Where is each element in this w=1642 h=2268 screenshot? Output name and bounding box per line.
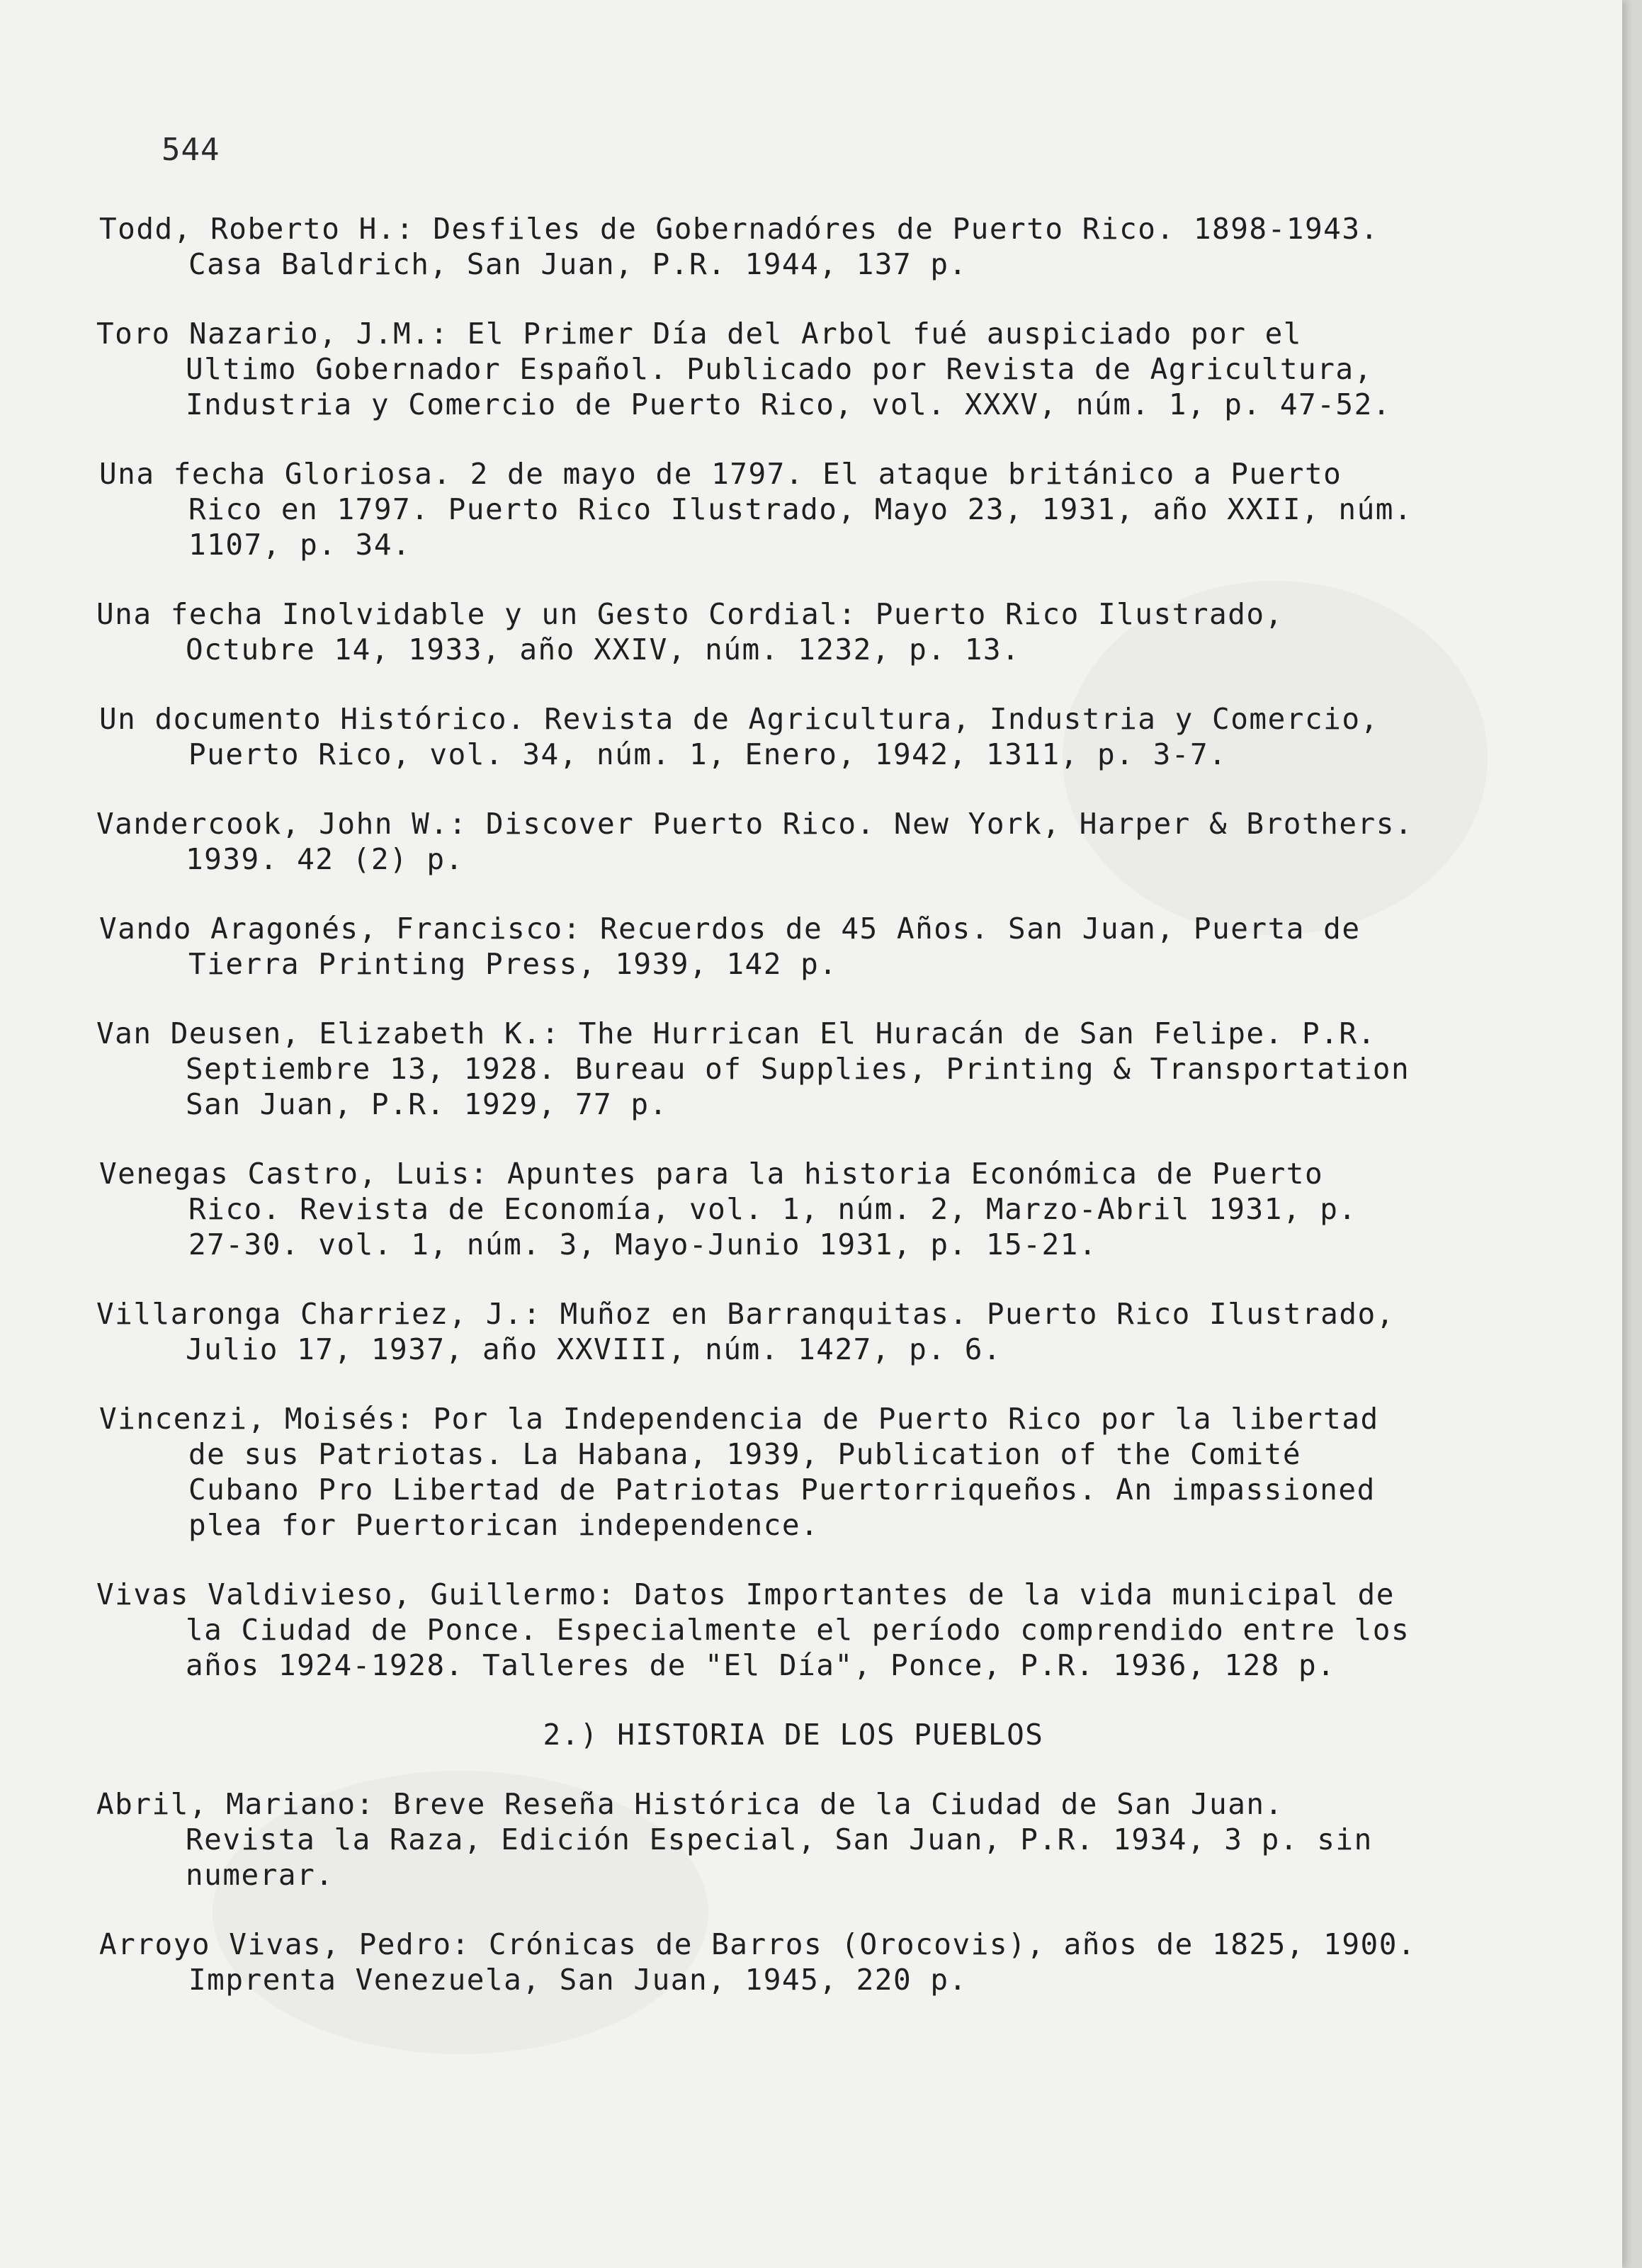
bibliography-entry: Villaronga Charriez, J.: Muñoz en Barranquitas. Puerto Rico Ilustrado, Julio 17, 1937, año XXVIII, núm. 1427, p. 6. [96,1297,1395,1366]
bibliography-entry: Van Deusen, Elizabeth K.: The Hurrican El Huracán de San Felipe. P.R. Septiembre 13, 1928. Bureau of Supplies, Printing & Transportation San Juan, P.R. 1929, 77 p. [96,1016,1410,1121]
bibliography-entry: Abril, Mariano: Breve Reseña Histórica de la Ciudad de San Juan. Revista la Raza, Edición Especial, San Juan, P.R. 1934, 3 p. sin numerar. [96,1787,1373,1892]
bibliography-list [96,211,1431,2031]
bibliography-entry: Vincenzi, Moisés: Por la Independencia de Puerto Rico por la libertad de sus Patriotas. La Habana, 1939, Publication of the Comité Cubano Pro Libertad de Patriotas Puertorriqueños. An impassioned plea for Puertorican independence. [99,1402,1379,1542]
bibliography-entry: Todd, Roberto H.: Desfiles de Gobernadóres de Puerto Rico. 1898-1943. Casa Baldrich, San Juan, P.R. 1944, 137 p. [99,212,1379,281]
bibliography-entry: Un documento Histórico. Revista de Agricultura, Industria y Comercio, Puerto Rico, vol. 34, núm. 1, Enero, 1942, 1311, p. 3-7. [99,702,1379,771]
bibliography-entry: Vando Aragonés, Francisco: Recuerdos de 45 Años. San Juan, Puerta de Tierra Printing Press, 1939, 142 p. [99,912,1361,981]
bibliography-entry: Venegas Castro, Luis: Apuntes para la historia Económica de Puerto Rico. Revista de Economía, vol. 1, núm. 2, Marzo-Abril 1931, p. 27-30. vol. 1, núm. 3, Mayo-Junio 1931, p. 15-21. [99,1157,1357,1261]
section-heading: 2.) HISTORIA DE LOS PUEBLOS [543,1718,1044,1752]
bibliography-entry: Vandercook, John W.: Discover Puerto Rico. New York, Harper & Brothers. 1939. 42 (2) p. [96,807,1414,876]
bibliography-entry: Arroyo Vivas, Pedro: Crónicas de Barros (Orocovis), años de 1825, 1900. Imprenta Venezuela, San Juan, 1945, 220 p. [99,1927,1417,1997]
bibliography-entry: Una fecha Inolvidable y un Gesto Cordial: Puerto Rico Ilustrado, Octubre 14, 1933, año XXIV, núm. 1232, p. 13. [96,597,1284,667]
bibliography-entry: Toro Nazario, J.M.: El Primer Día del Arbol fué auspiciado por el Ultimo Gobernador Español. Publicado por Revista de Agricultura, Industria y Comercio de Puerto Rico, vol. XXXV, núm. 1, p. 47-52. [96,317,1391,421]
page-number: 544 [162,132,220,168]
bibliography-entry: Una fecha Gloriosa. 2 de mayo de 1797. El ataque británico a Puerto Rico en 1797. Puerto Rico Ilustrado, Mayo 23, 1931, año XXII, núm. 1107, p. 34. [99,457,1413,562]
bibliography-entry: Vivas Valdivieso, Guillermo: Datos Importantes de la vida municipal de la Ciudad de Ponce. Especialmente el período comprendido entre los años 1924-1928. Talleres de "El Día", Ponce, P.R. 1936, 128 p. [96,1577,1410,1682]
